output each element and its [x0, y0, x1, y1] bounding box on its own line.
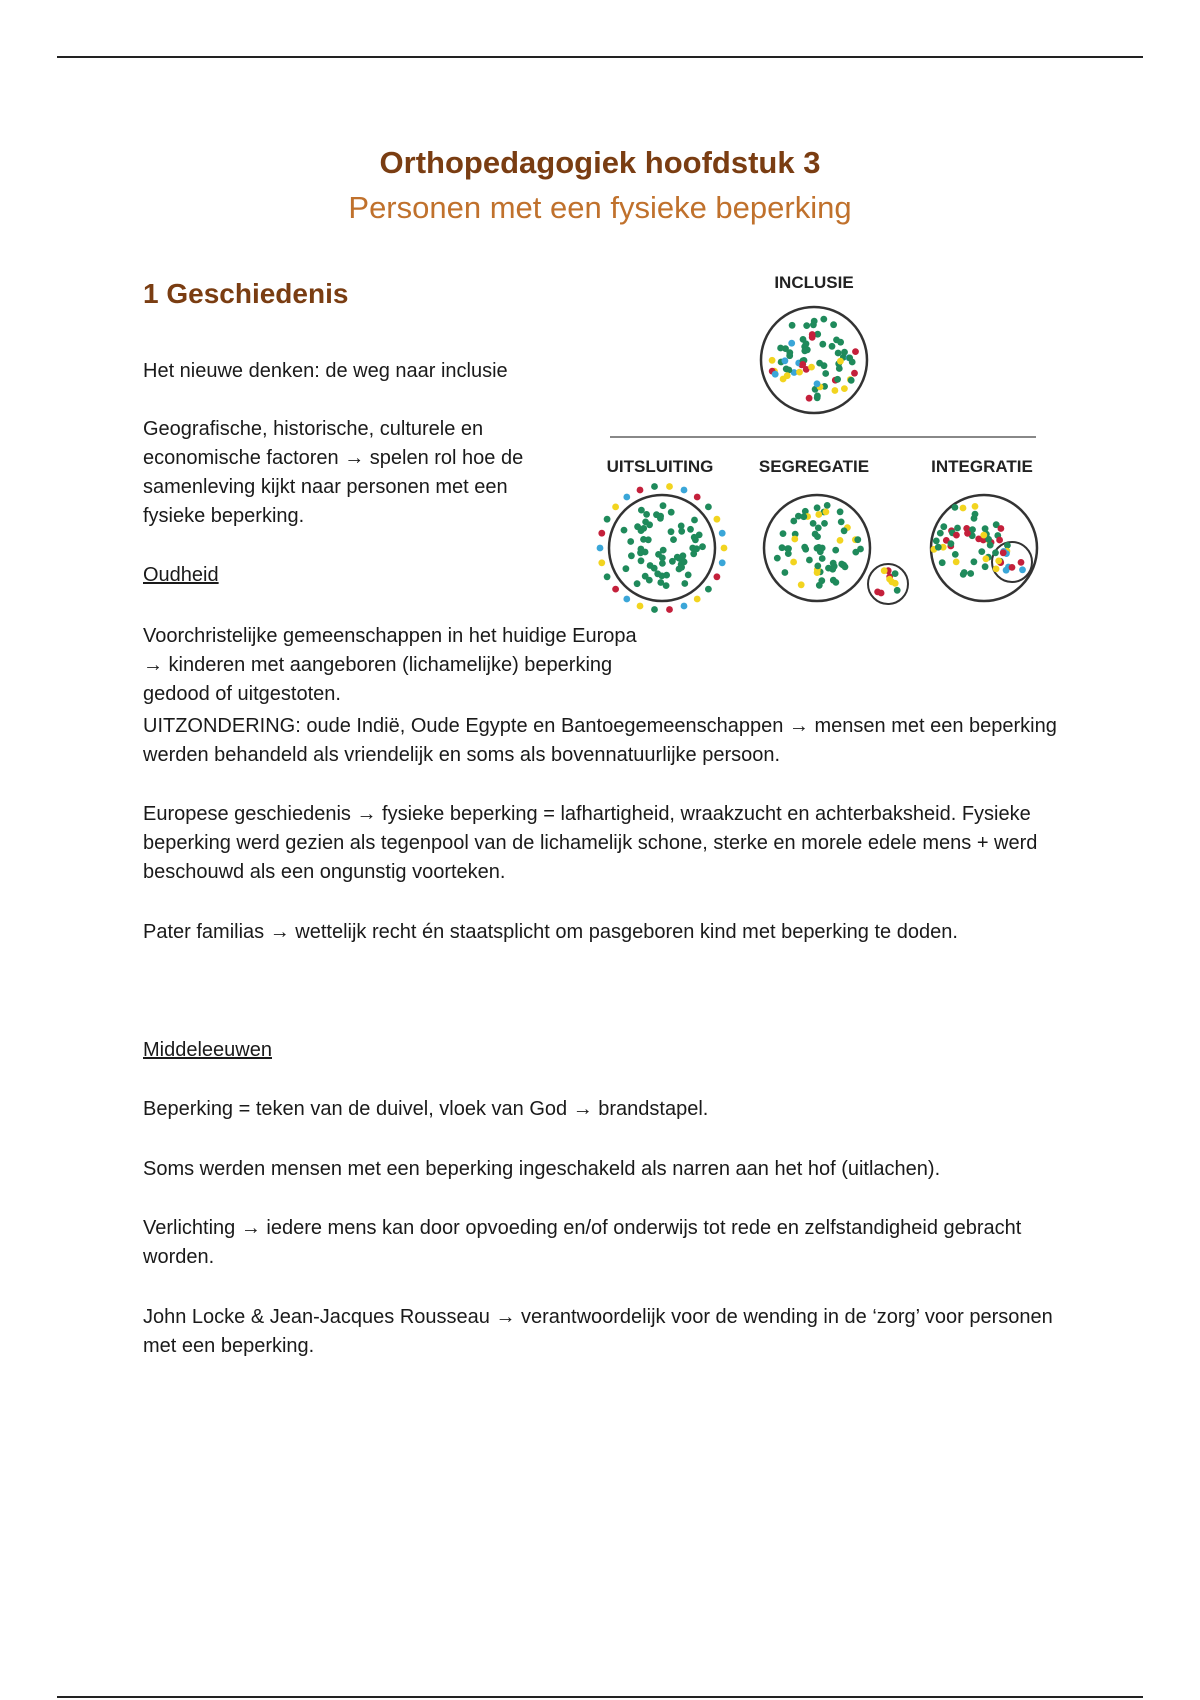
- inclusie-dot: [836, 365, 843, 372]
- uitsluiting-dot: [638, 557, 645, 564]
- inclusie-dot: [803, 340, 810, 347]
- segregatie-dot: [837, 537, 844, 544]
- inclusie-dot: [821, 362, 828, 369]
- paragraph-narren: Soms werden mensen met een beperking ingeschakeld als narren aan het hof (uitlachen).: [143, 1158, 941, 1180]
- inclusie-dot: [803, 322, 810, 329]
- uitsluiting-dot: [623, 565, 630, 572]
- inclusion-diagram: [592, 262, 1052, 622]
- uitsluiting-dot: [660, 547, 667, 554]
- uitsluiting-dot: [685, 572, 692, 579]
- integratie-dot: [935, 544, 942, 551]
- uitsluiting-dot: [640, 536, 647, 543]
- uitsluiting-outer-dot: [604, 516, 611, 523]
- integratie-dot: [993, 566, 1000, 573]
- uitsluiting-outer-dot: [623, 494, 630, 501]
- uitsluiting-dot: [687, 526, 694, 533]
- uitsluiting-outer-dot: [637, 603, 644, 610]
- inclusie-dot: [772, 371, 779, 378]
- segregatie-dot: [815, 511, 822, 518]
- segregatie-dot: [832, 547, 839, 554]
- uitsluiting-dot: [634, 580, 641, 587]
- integratie-dot: [996, 537, 1003, 544]
- uitsluiting-outer-dot: [705, 586, 712, 593]
- inclusie-dot: [808, 364, 815, 371]
- uitsluiting-outer-dot: [681, 487, 688, 494]
- uitsluiting-dot: [643, 511, 650, 518]
- integratie-dot: [954, 525, 961, 532]
- integratie-dot: [952, 551, 959, 558]
- integratie-inner-dot: [1019, 566, 1026, 573]
- uitsluiting-outer-dot: [666, 606, 673, 613]
- integratie-inner-dot: [1018, 559, 1025, 566]
- uitsluiting-dot: [678, 528, 685, 535]
- uitsluiting-outer-dot: [604, 573, 611, 580]
- segregatie-dot: [806, 557, 813, 564]
- inclusie-dot: [819, 341, 826, 348]
- uitsluiting-dot: [646, 577, 653, 584]
- uitsluiting-dot: [678, 561, 685, 568]
- label-uitsluiting: UITSLUITING: [606, 457, 714, 476]
- inclusie-dot: [846, 355, 853, 362]
- uitsluiting-outer-dot: [681, 603, 688, 610]
- paragraph-intro: Het nieuwe denken: de weg naar inclusie: [143, 360, 508, 382]
- inclusie-dot: [829, 343, 836, 350]
- inclusie-dot: [835, 350, 842, 357]
- integratie-dot: [940, 523, 947, 530]
- integratie-dot: [937, 530, 944, 537]
- uitsluiting-dot: [657, 513, 664, 520]
- inclusie-dot: [809, 331, 816, 338]
- uitsluiting-dot: [668, 528, 675, 535]
- uitsluiting-dot: [638, 507, 645, 514]
- inclusie-dot: [777, 345, 784, 352]
- segregatie-small-dot: [894, 587, 901, 594]
- segregatie-dot: [802, 546, 809, 553]
- paragraph-uitzondering: UITZONDERING: oude Indië, Oude Egypte en Bantoegemeenschappen → mensen met een beperking werden behandeld als vriendelijk en soms als bovennatuurlijke persoon.: [143, 715, 1057, 766]
- segregatie-dot: [823, 509, 830, 516]
- segregatie-dot: [818, 577, 825, 584]
- segregatie-dot: [838, 519, 845, 526]
- segregatie-small-dot: [886, 576, 893, 583]
- integratie-dot: [972, 511, 979, 518]
- heading-middeleeuwen: Middeleeuwen: [143, 1039, 272, 1061]
- uitsluiting-outer-dot: [623, 596, 630, 603]
- inclusie-dot: [806, 395, 813, 402]
- inclusie-dot: [786, 352, 793, 359]
- uitsluiting-dot: [654, 570, 661, 577]
- segregatie-dot: [814, 533, 821, 540]
- segregatie-dot: [821, 520, 828, 527]
- uitsluiting-outer-dot: [694, 494, 701, 501]
- inclusie-dot: [769, 357, 776, 364]
- segregatie-dot: [782, 569, 789, 576]
- segregatie-dot: [810, 520, 817, 527]
- integratie-dot: [992, 549, 999, 556]
- segregatie-dot: [785, 550, 792, 557]
- integratie-dot: [967, 570, 974, 577]
- uitsluiting-outer-dot: [719, 559, 726, 566]
- paragraph-europese: Europese geschiedenis → fysieke beperking = lafhartigheid, wraakzucht en achterbaksheid. Fysieke beperking werd gezien als tegenpool van de lichamelijk schone, sterke en morele edele mens + werd beschouwd als een ongunstig voorteken.: [143, 803, 1038, 883]
- segregatie-dot: [857, 546, 864, 553]
- inclusie-dot: [814, 380, 821, 387]
- uitsluiting-dot: [691, 534, 698, 541]
- segregatie-small-dot: [892, 570, 899, 577]
- uitsluiting-outer-dot: [719, 530, 726, 537]
- page-subtitle: Personen met een fysieke beperking: [348, 190, 852, 225]
- segregatie-dot: [837, 508, 844, 515]
- paragraph-pater: Pater familias → wettelijk recht én staatsplicht om pasgeboren kind met beperking te doden.: [143, 921, 958, 943]
- uitsluiting-dot: [646, 521, 653, 528]
- uitsluiting-dot: [699, 543, 706, 550]
- integratie-dot: [980, 532, 987, 539]
- integratie-dot: [953, 532, 960, 539]
- segregatie-dot: [791, 536, 798, 543]
- uitsluiting-outer-dot: [721, 545, 728, 552]
- integratie-dot: [952, 504, 959, 511]
- segregatie-small-dot: [874, 589, 881, 596]
- section-heading: 1 Geschiedenis: [143, 278, 349, 309]
- segregatie-dot: [814, 569, 821, 576]
- inclusie-dot: [841, 349, 848, 356]
- uitsluiting-dot: [659, 560, 666, 567]
- uitsluiting-dot: [628, 552, 635, 559]
- segregatie-dot: [815, 544, 822, 551]
- label-integratie: INTEGRATIE: [931, 457, 1033, 476]
- segregatie-dot: [841, 527, 848, 534]
- integratie-dot: [939, 559, 946, 566]
- uitsluiting-dot: [637, 549, 644, 556]
- uitsluiting-outer-dot: [714, 516, 721, 523]
- segregatie-small-dot: [881, 567, 888, 574]
- inclusie-dot: [799, 361, 806, 368]
- integratie-dot: [1004, 542, 1011, 549]
- inclusie-dot: [851, 370, 858, 377]
- uitsluiting-dot: [657, 579, 664, 586]
- uitsluiting-outer-dot: [651, 606, 658, 613]
- segregatie-dot: [798, 581, 805, 588]
- uitsluiting-outer-dot: [598, 559, 605, 566]
- inclusie-dot: [841, 385, 848, 392]
- integratie-dot: [971, 558, 978, 565]
- inclusie-dot: [814, 394, 821, 401]
- uitsluiting-dot: [668, 509, 675, 516]
- integratie-dot: [933, 538, 940, 545]
- integratie-dot: [972, 503, 979, 510]
- inclusie-dot: [837, 339, 844, 346]
- inclusie-dot: [848, 377, 855, 384]
- integratie-dot: [982, 563, 989, 570]
- inclusie-dot: [832, 387, 839, 394]
- inclusie-dot: [801, 348, 808, 355]
- inclusie-dot: [788, 340, 795, 347]
- inclusie-dot: [830, 321, 837, 328]
- integratie-dot: [960, 505, 967, 512]
- integratie-dot: [978, 548, 985, 555]
- uitsluiting-dot: [663, 572, 670, 579]
- integratie-circle: [931, 495, 1037, 601]
- segregatie-dot: [854, 536, 861, 543]
- segregatie-dot: [815, 525, 822, 532]
- inclusie-dot: [820, 316, 827, 323]
- segregatie-dot: [790, 518, 797, 525]
- top-rule: [57, 56, 1143, 58]
- paragraph-factors: Geografische, historische, culturele en economische factoren → spelen rol hoe de samenleving kijkt naar personen met een fysieke beperking.: [143, 418, 524, 527]
- integratie-dot: [964, 530, 971, 537]
- integratie-dot: [948, 540, 955, 547]
- uitsluiting-outer-dot: [705, 504, 712, 511]
- inclusie-dot: [796, 369, 803, 376]
- uitsluiting-outer-dot: [694, 596, 701, 603]
- segregatie-dot: [774, 555, 781, 562]
- integratie-inner-dot: [995, 558, 1002, 565]
- uitsluiting-dot: [669, 558, 676, 565]
- uitsluiting-dot: [634, 523, 641, 530]
- label-segregatie: SEGREGATIE: [758, 457, 870, 476]
- uitsluiting-outer-dot: [666, 483, 673, 490]
- segregatie-dot: [819, 555, 826, 562]
- bottom-rule: [57, 1696, 1143, 1698]
- voorchristelijk-text: Voorchristelijke gemeenschappen in het huidige Europa → kinderen met aangeboren (lichamelijke) beperking gedood of uitgestoten.: [143, 625, 637, 705]
- integratie-inner-dot: [1009, 564, 1016, 571]
- segregatie-dot: [825, 565, 832, 572]
- integratie-dot: [983, 555, 990, 562]
- inclusie-dot: [789, 322, 796, 329]
- uitsluiting-outer-dot: [598, 530, 605, 537]
- integratie-dot: [961, 569, 968, 576]
- heading-oudheid: Oudheid: [143, 564, 219, 586]
- uitsluiting-outer-dot: [612, 504, 619, 511]
- inclusie-dot: [852, 348, 859, 355]
- uitsluiting-dot: [670, 536, 677, 543]
- inclusie-dot: [837, 358, 844, 365]
- uitsluiting-dot: [691, 517, 698, 524]
- inclusie-dot: [782, 357, 789, 364]
- uitsluiting-outer-dot: [637, 487, 644, 494]
- paragraph-locke: John Locke & Jean-Jacques Rousseau → verantwoordelijk voor de wending in de ‘zorg’ voor personen met een beperking.: [143, 1306, 1053, 1357]
- segregatie-dot: [824, 502, 831, 509]
- uitsluiting-dot: [640, 525, 647, 532]
- paragraph-verlichting: Verlichting → iedere mens kan door opvoeding en/of onderwijs tot rede en zelfstandigheid gebracht worden.: [143, 1217, 1022, 1268]
- segregatie-dot: [842, 564, 849, 571]
- segregatie-dot: [779, 544, 786, 551]
- uitsluiting-dot: [680, 552, 687, 559]
- integratie-inner-dot: [1000, 549, 1007, 556]
- inclusie-dot: [822, 370, 829, 377]
- uitsluiting-dot: [651, 565, 658, 572]
- segregatie-dot: [814, 504, 821, 511]
- uitsluiting-outer-dot: [651, 483, 658, 490]
- integratie-dot: [953, 559, 960, 566]
- paragraph-duivel: Beperking = teken van de duivel, vloek van God → brandstapel.: [143, 1098, 709, 1120]
- segregatie-dot: [800, 513, 807, 520]
- uitsluiting-outer-dot: [714, 573, 721, 580]
- uitsluiting-dot: [693, 545, 700, 552]
- inclusie-dot: [784, 372, 791, 379]
- uitsluiting-dot: [660, 502, 667, 509]
- uitsluiting-dot: [627, 538, 634, 545]
- uitsluiting-outer-dot: [597, 545, 604, 552]
- uitsluiting-outer-dot: [612, 586, 619, 593]
- uitsluiting-dot: [621, 527, 628, 534]
- segregatie-dot: [814, 563, 821, 570]
- integratie-dot: [998, 525, 1005, 532]
- inclusie-dot: [811, 318, 818, 325]
- inclusie-dot: [834, 376, 841, 383]
- segregatie-dot: [830, 577, 837, 584]
- integratie-dot: [987, 542, 994, 549]
- uitsluiting-dot: [681, 580, 688, 587]
- paragraph-voorchristelijk: [143, 622, 643, 709]
- page-title: Orthopedagogiek hoofdstuk 3: [379, 145, 821, 180]
- label-inclusie: INCLUSIE: [774, 273, 854, 292]
- segregatie-dot: [790, 559, 797, 566]
- segregatie-dot: [780, 530, 787, 537]
